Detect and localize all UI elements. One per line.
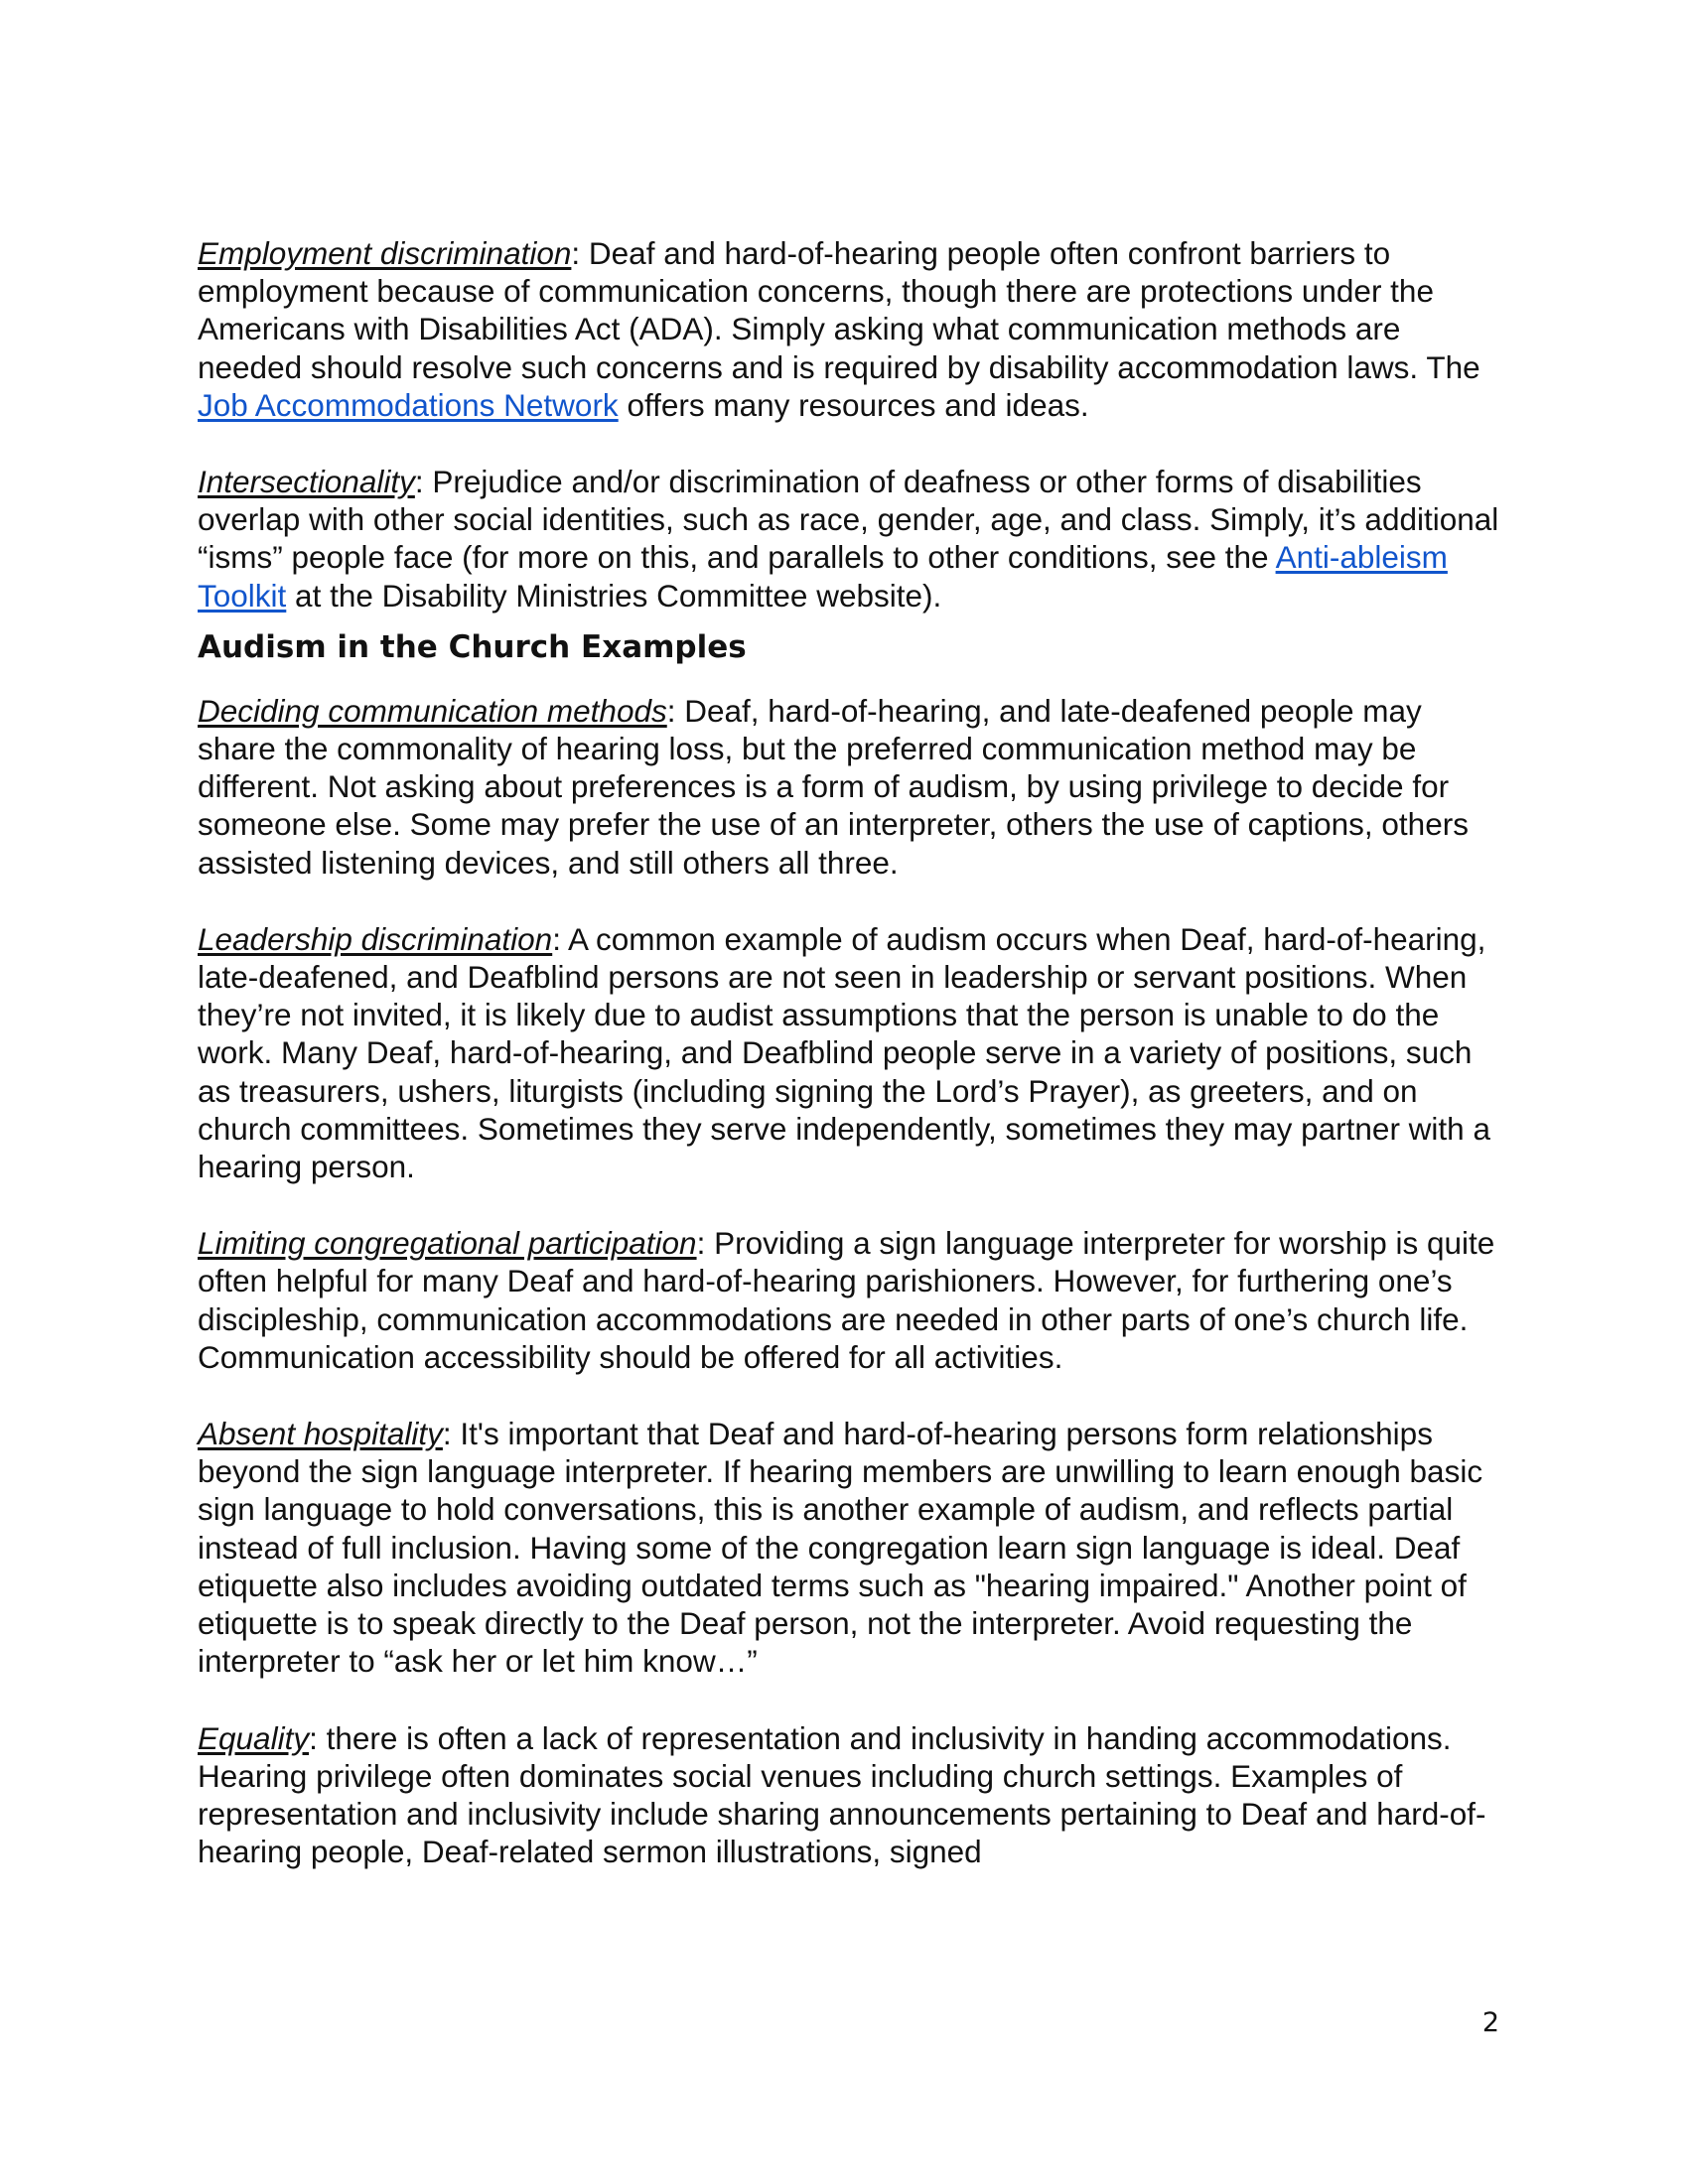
leadership-paragraph — [198, 920, 1508, 1185]
paragraph-gap — [198, 424, 1508, 463]
job-accommodations-network-link[interactable]: Job Accommodations Network — [198, 386, 619, 423]
equality-text: there is often a lack of representation and inclusivity in handing accommodations. Hearing privilege often dominates social venues including church settings. Examples of representation and inclusivity include sharing announcements pertaining to Deaf and hard-of-hearing people, Deaf-related sermon illustrations, signed — [198, 1719, 1486, 1870]
section-heading: Audism in the Church Examples — [198, 628, 747, 665]
anti-ableism-toolkit-link[interactable]: Anti-ableism Toolkit — [198, 539, 1448, 614]
absent-paragraph — [198, 1415, 1508, 1680]
page-number: 2 — [1481, 2007, 1499, 2038]
leadership-term: Leadership discrimination — [198, 920, 553, 957]
deciding-term: Deciding communication methods — [198, 692, 667, 729]
absent-text: It's important that Deaf and hard-of-hearing persons form relationships beyond the sign language interpreter. If hearing members are unwilling to learn enough basic sign language to hold conversations, this is another example of audism, and reflects partial instead of full inclusion. Having some of the congregation learn sign language is ideal. Deaf etiquette also includes avoiding outdated terms such as "hearing impaired." Another point of etiquette is to speak directly to the Deaf person, not the interpreter. Avoid requesting the interpreter to “ask her or let him know…” — [198, 1416, 1483, 1680]
employment-colon: : — [571, 235, 581, 271]
limiting-colon: : — [696, 1225, 706, 1262]
employment-text-before-link: Deaf and hard-of-hearing people often confront barriers to employment because of communication concerns, though there are protections under the Americans with Disabilities Act (ADA). Simply asking what communication methods are needed should resolve such concerns and is required by disability accommodation laws. The — [198, 235, 1480, 385]
employment-term: Employment discrimination — [198, 235, 572, 271]
equality-paragraph — [198, 1719, 1508, 1871]
leadership-text: A common example of audism occurs when Deaf, hard-of-hearing, late-deafened, and Deafblind persons are not seen in leadership or servant positions. When they’re not invited, it is likely due to audist assumptions that the person is unable to do the work. Many Deaf, hard-of-hearing, and Deafblind people serve in a variety of positions, such as treasurers, ushers, liturgists (including signing the Lord’s Prayer), as greeters, and on church committees. Sometimes they serve independently, sometimes they may partner with a hearing person. — [198, 920, 1490, 1185]
deciding-paragraph — [198, 692, 1508, 882]
deciding-text: Deaf, hard-of-hearing, and late-deafened people may share the commonality of hearing loss, but the preferred communication method may be different. Not asking about preferences is a form of audism, by using privilege to decide for someone else. Some may prefer the use of an interpreter, others the use of captions, others assisted listening devices, and still others all three. — [198, 692, 1469, 881]
limiting-text: Providing a sign language interpreter for worship is quite often helpful for many Deaf and hard-of-hearing parishioners. However, for furthering one’s discipleship, communication accommodations are needed in other parts of one’s church life. Communication accessibility should be offered for all activities. — [198, 1225, 1495, 1375]
intersectionality-paragraph — [198, 463, 1508, 614]
paragraph-gap — [198, 1376, 1508, 1415]
paragraph-gap — [198, 1681, 1508, 1719]
intersectionality-text-before-link: Prejudice and/or discrimination of deafness or other forms of disabilities overlap with other social identities, such as race, gender, age, and class. Simply, it’s additional “isms” people face (for more on this, and parallels to other conditions, see the — [198, 464, 1499, 576]
absent-colon: : — [442, 1416, 452, 1452]
limiting-paragraph — [198, 1224, 1508, 1376]
intersectionality-term: Intersectionality — [198, 464, 415, 500]
deciding-colon: : — [666, 692, 676, 729]
absent-term: Absent hospitality — [198, 1416, 443, 1452]
leadership-colon: : — [552, 920, 561, 957]
paragraph-gap — [198, 882, 1508, 920]
equality-colon: : — [309, 1719, 318, 1756]
equality-term: Equality — [198, 1719, 310, 1756]
paragraph-gap — [198, 1185, 1508, 1224]
limiting-term: Limiting congregational participation — [198, 1225, 697, 1262]
intersectionality-text-after-link: at the Disability Ministries Committee website). — [286, 577, 942, 614]
intersectionality-colon: : — [414, 464, 424, 500]
employment-paragraph — [198, 234, 1508, 424]
employment-text-after-link: offers many resources and ideas. — [618, 386, 1089, 423]
page-content — [198, 234, 1508, 1870]
